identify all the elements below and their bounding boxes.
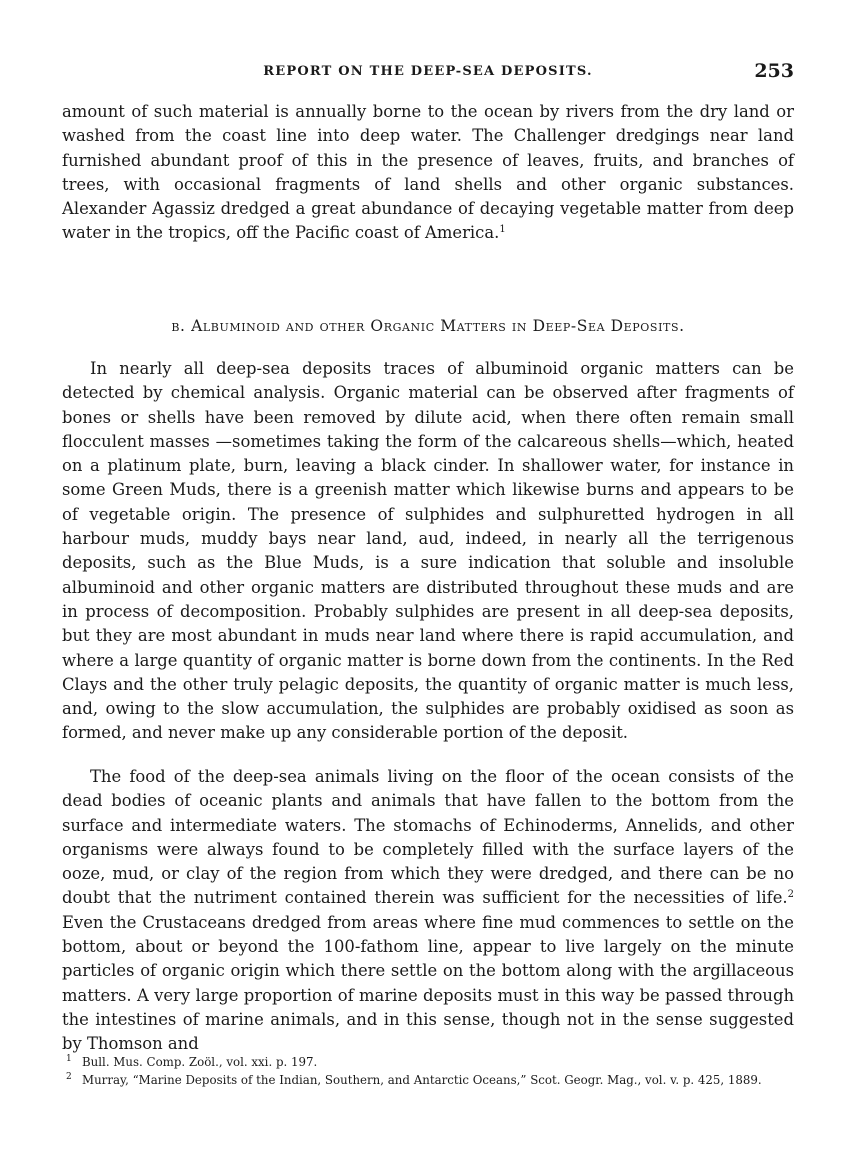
footnote-1-mark: 1 (66, 1054, 72, 1064)
footnote-2-text: Murray, “Marine Deposits of the Indian, Southern, and Antarctic Oceans,” Scot. Geogr. Mag., vol. v. p. 425, 1889. (82, 1073, 762, 1087)
footnote-1-text: Bull. Mus. Comp. Zoöl., vol. xxi. p. 197. (82, 1055, 318, 1069)
footnotes (62, 1053, 794, 1089)
paragraph-3-text-b: Even the Crustaceans dredged from areas where fine mud commences to settle on the bottom, about or beyond the 100-fathom line, appear to live largely on the minute particles of organic origin which there settle on the bottom along with the argillaceous matters. A very large proportion of marine deposits must in this way be passed through the intestines of marine animals, and in this sense, though not in the sense suggested by Thomson and (62, 912, 794, 1054)
footnote-ref-1: 1 (499, 224, 506, 236)
footnote-2-mark: 2 (66, 1072, 72, 1082)
paragraph-3 (62, 765, 794, 1057)
paragraph-1 (62, 100, 794, 246)
running-head: REPORT ON THE DEEP-SEA DEPOSITS. (263, 64, 593, 79)
footnote-ref-2: 2 (787, 889, 794, 901)
paragraph-3-text-a: The food of the deep-sea animals living on the floor of the ocean consists of the dead bodies of oceanic plants and animals that have fallen to the bottom from the surface and intermediate waters. The stomachs of Echinoderms, Annelids, and other organisms were always found to be completely filled with the surface layers of the ooze, mud, or clay of the region from which they were dredged, and there can be no doubt that the nutriment contained therein was sufficient for the necessities of life. (62, 767, 794, 908)
paragraph-1-text: amount of such material is annually borne to the ocean by rivers from the dry land or washed from the coast line into deep water. The Challenger dredgings near land furnished abundant proof of this in the presence of leaves, fruits, and branches of trees, with occasional fragments of land shells and other organic substances. Alexander Agassiz dredged a great abundance of decaying vegetable matter from deep water in the tropics, off the Pacific coast of America. (62, 102, 794, 243)
footnote-2 (62, 1071, 794, 1089)
paragraph-2: In nearly all deep-sea deposits traces of albuminoid organic matters can be detected by chemical analysis. Organic material can be observed after fragments of bones or shells have been removed by dilute acid, when there often remain small flocculent masses —sometimes taking the form of the calcareous shells—which, heated on a platinum plate, burn, leaving a black cinder. In shallower water, for instance in some Green Muds, there is a greenish matter which likewise burns and appears to be of vegetable origin. The presence of sulphides and sulphuretted hydrogen in all harbour muds, muddy bays near land, aud, indeed, in nearly all the terrigenous deposits, such as the Blue Muds, is a sure indication that soluble and insoluble albuminoid and other organic matters are distributed throughout these muds and are in process of decomposition. Probably sulphides are present in all deep-sea deposits, but they are most abundant in muds near land where there is rapid accumulation, and where a large quantity of organic matter is borne down from the continents. In the Red Clays and the other truly pelagic deposits, the quantity of organic matter is much less, and, owing to the slow accumulation, the sulphides are probably oxidised as soon as formed, and never make up any considerable portion of the deposit. (62, 359, 794, 743)
page-number: 253 (754, 60, 794, 82)
page-header (62, 60, 794, 90)
footnote-1 (62, 1053, 794, 1071)
section-heading: b. Albuminoid and other Organic Matters in Deep-Sea Deposits. (171, 317, 685, 335)
